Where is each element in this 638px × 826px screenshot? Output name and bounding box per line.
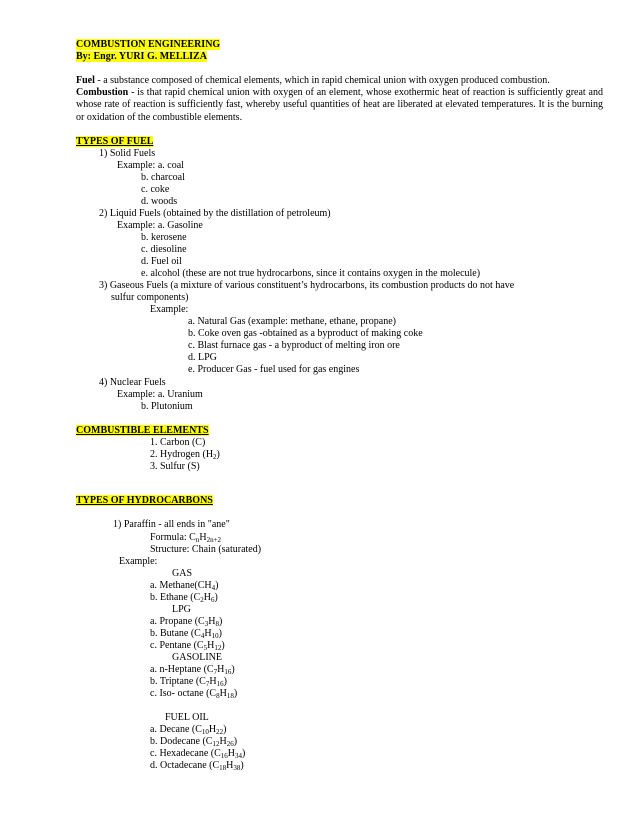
list-item: b. charcoal xyxy=(141,172,185,183)
liquid-fuels-title: 2) Liquid Fuels (obtained by the distillation of petroleum) xyxy=(99,208,331,219)
doc-title: COMBUSTION ENGINEERING xyxy=(76,39,221,50)
list-item: b. Butane $(C_4H_{10})$ xyxy=(150,628,222,640)
list-item: b. Dodecane $(C_{12}H_{26})$ xyxy=(150,736,238,748)
list-item: c. diesoline xyxy=(141,244,187,255)
paraffin-formula: Formula: $C_nH_{2n+2}$ xyxy=(150,532,222,544)
list-item: a. Natural Gas (example: methane, ethane, propane) xyxy=(188,316,396,327)
list-item: c. Blast furnace gas - a byproduct of melting iron ore xyxy=(188,340,400,351)
combustible-elements-heading: COMBUSTIBLE ELEMENTS xyxy=(76,425,209,436)
list-item: 3. Sulfur (S) xyxy=(150,461,200,472)
list-item: d. woods xyxy=(141,196,178,207)
list-item: a. n-Heptane $(C_7H_{16})$ xyxy=(150,664,235,676)
list-item: b. Plutonium xyxy=(141,401,193,412)
lpg-label: LPG xyxy=(172,604,191,615)
list-item: c. Hexadecane $(C_{16}H_{34})$ xyxy=(150,748,246,760)
fuel-definition: Fuel - a substance composed of chemical elements, which in rapid chemical union with oxygen produced combustion. xyxy=(76,75,550,86)
list-item: b. kerosene xyxy=(141,232,187,243)
list-item: e. alcohol (these are not true hydrocarbons, since it contains oxygen in the molecule) xyxy=(141,268,481,279)
combustion-definition: Combustion - is that rapid chemical union with oxygen of an element, whose exothermic heat of reaction is sufficiently great and whose rate of reaction is sufficiently fast, whereby useful quantities of heat are liberated at elevated temperatures. It is the burning or oxidation of the combustible elements. xyxy=(76,87,603,123)
list-item: a. Decane $(C_{10}H_{22})$ xyxy=(150,724,227,736)
list-item: c. coke xyxy=(141,184,170,195)
nuclear-fuels-title: 4) Nuclear Fuels xyxy=(99,377,166,388)
list-item: b. Ethane $(C_2H_6)$ xyxy=(150,592,218,604)
solid-fuels-title: 1) Solid Fuels xyxy=(99,148,156,159)
list-item: d. LPG xyxy=(188,352,217,363)
paraffin-title: 1) Paraffin - all ends in "ane" xyxy=(113,519,230,530)
gaseous-fuels-title-cont: sulfur components) xyxy=(111,292,189,303)
list-item: d. Fuel oil xyxy=(141,256,182,267)
list-item: 2. Hydrogen $(H_2)$ xyxy=(150,449,220,461)
list-item: a. $Methane(CH_4)$ xyxy=(150,580,219,592)
hydrocarbons-heading: TYPES OF HYDROCARBONS xyxy=(76,495,213,506)
list-item: a. Propane $(C_3H_8)$ xyxy=(150,616,223,628)
list-item: b. Coke oven gas -obtained as a byproduct of making coke xyxy=(188,328,423,339)
list-item: c. Iso- octane $(C_8H_{18})$ xyxy=(150,688,238,700)
gaseous-fuels-title: 3) Gaseous Fuels (a mixture of various constituent’s hydrocarbons, its combustion products do not have xyxy=(99,280,515,291)
list-item: 1. Carbon (C) xyxy=(150,437,206,448)
types-of-fuel-heading: TYPES OF FUEL xyxy=(76,136,154,147)
list-item: e. Producer Gas - fuel used for gas engines xyxy=(188,364,360,375)
list-item: b. Triptane $(C_7H_{16})$ xyxy=(150,676,227,688)
liquid-fuels-example: Example: a. Gasoline xyxy=(117,220,203,231)
gasoline-label: GASOLINE xyxy=(172,652,222,663)
fuel-oil-label: FUEL OIL xyxy=(165,712,209,723)
gas-label: GAS xyxy=(172,568,193,579)
list-item: d. Octadecane $(C_{18}H_{38})$ xyxy=(150,760,244,772)
paraffin-structure: Structure: Chain (saturated) xyxy=(150,544,262,555)
list-item: c. Pentane $(C_5H_{12})$ xyxy=(150,640,225,652)
doc-author: By: Engr. YURI G. MELLIZA xyxy=(76,51,207,62)
paraffin-example: Example: xyxy=(119,556,158,567)
solid-fuels-example: Example: a. coal xyxy=(117,160,184,171)
nuclear-fuels-example: Example: a. Uranium xyxy=(117,389,203,400)
gaseous-fuels-example: Example: xyxy=(150,304,189,315)
